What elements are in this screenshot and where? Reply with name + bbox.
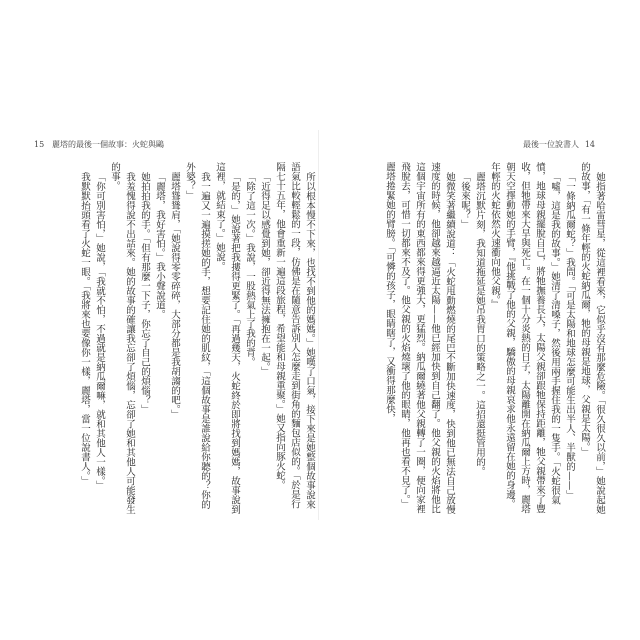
right-page [322,138,607,518]
paragraph: 「是的，」她說著把我摟得更緊了。「再過幾天，火蛇終於即將找到媽媽，故事說到這裡，就結束了。」她說。 [214,162,240,514]
paragraph: 「除了這一次。」我說，一股熱氣上了我的背。 [244,171,255,367]
paragraph: 她指著哈雷彗星，從這裡看來，它似乎沒有那麼危險。「很久很久以前，」她說起她的故事，「有一條年輕的火蛇納瓜爾，牠的母親是地球，父親是太陽。」 [579,162,605,514]
page-number: 15 [34,140,45,149]
paragraph: 「後來呢？」 [459,171,470,229]
paragraph: 「噓，這是我的故事。」她清了清嗓子，然後用兩手握住我的一隻手。「火蛇很氣憤，地球母親擺脫自己，將牠撫養長大，太陽父親卻跟牠保持距離，牠父親帶來了豐收，但牠帶來大旱與死亡。在一個十分炎熱的日子，太陽離開在納瓜爾上方時，麗塔朝天空擇動她的手臂，『他挑戰了他的父親，驕傲的母親哀求他永遠留在她的身邊。年輕的火蛇依然火速衝向他父親。』 [489,162,560,514]
gutter [318,130,319,520]
running-head-left [32,138,317,152]
paragraph: 「你可別害怕，」她說，「我就不怕，不過就是納瓜爾嘛，就和其他人一樣。」 [94,171,105,490]
paragraph: 麗塔沉默片刻，我知道拖延是她吊我胃口的策略之一。這招還挺管用的。 [474,171,485,476]
paragraph: 她微笑著繼續說道：「火蛇甩動燃燒的尾巴不斷加快速度，快到他已無法自己放慢速度的時候，他卻越來越逼近太陽——他已經加快到自己翻了。他父親的火焰將他比這個宇宙所有的東西都來得更強大，更猛烈。納瓜爾繞著他父親轉了一圈，便向家裡飛脫去，可惜一切都來不及了。他父親的火焰燒壞了他的眼睛，他再也看不見了。」麗塔捲緊她的臂膀。「可憐的孩子，眼睛瞎了，又衝得那麼快， [384,162,455,514]
body-text [32,162,317,518]
paragraph: 我默默抬頭看了火蛇一眼。「我將來也要像你一樣，麗塔，當一位說書人。」 [79,171,90,485]
paragraph: 「麗塔，我好害怕。」我小聲說道。 [154,171,165,319]
paragraph: 「近得足以感覺到她，卻近得無法擁抱在一起。」 [259,171,270,376]
paragraph: 所以根本慢不下來，也找不到他的媽媽。」她嘆了口氣，接下來是她整個故事說來語氣比較輕鬆的一段，仿佛是在隨意告訴別人怎麼走到街角的麵包店似的。「於是行隔七十五年，他會重新一遍這段旅程，希望能和母親重聚。」她又指向豚火蛇。 [274,162,315,509]
paragraph: 我一遍又一遍摸搓她的手，想要記住她的肌紋，「這個故事是誰說給你聽的？你的外婆？」 [184,162,210,509]
page-number: 14 [584,140,595,149]
body-text [322,162,607,518]
paragraph: 我羞愧得說不出話來。她的故事的確讓我忘卻了煩惱，忘卻了她和其他人可能發生的事。 [109,162,135,514]
paragraph: 「一條納瓜爾蛇？」我問。「可是太陽和地球怎麼可能生出半人、半獸的——」 [564,171,575,500]
running-title: 最後一位說書人 [523,140,579,149]
running-title: 麗塔的最後一個故事：火蛇與鷗 [52,140,164,149]
running-head-right [322,138,607,152]
paragraph: 她拍拍我的手。「但有那麼一下子，你忘了自己的煩惱？」 [139,171,150,414]
left-page [32,138,317,518]
paragraph: 麗塔聳聳肩，「她說得零零碎碎，大部分都是我胡謅的吧。」 [169,171,180,419]
